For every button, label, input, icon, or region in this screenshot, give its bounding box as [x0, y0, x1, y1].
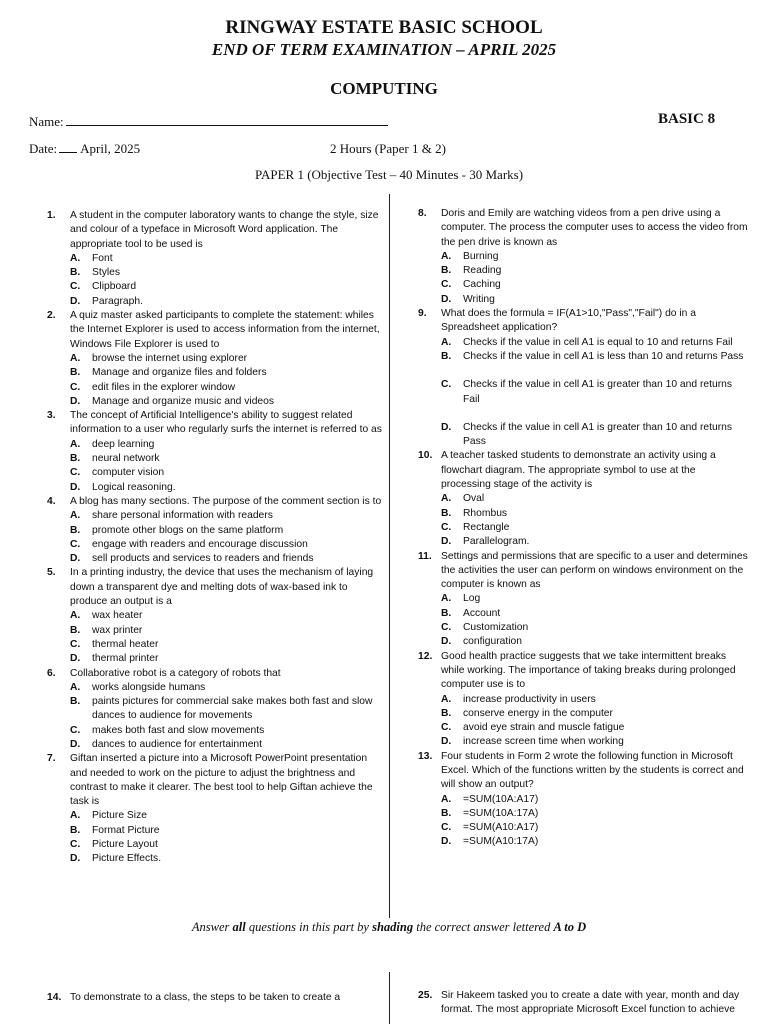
option-text: =SUM(A10:17A): [463, 836, 539, 848]
question-stem: Four students in Form 2 wrote the following function in Microsoft Excel. Which of the functions written by the students is correct and will show an output?: [441, 750, 744, 791]
date-value: April, 2025: [80, 141, 141, 156]
school-name: RINGWAY ESTATE BASIC SCHOOL: [225, 17, 543, 38]
answer-option: [47, 295, 387, 309]
option-letter: D.: [441, 636, 452, 648]
option-letter: A.: [441, 793, 452, 805]
option-text: sell products and services to readers and friends: [92, 553, 314, 565]
option-text: Oval: [463, 493, 485, 505]
option-letter: B.: [441, 265, 452, 277]
option-letter: D.: [441, 736, 452, 748]
option-text: edit files in the explorer window: [92, 381, 236, 393]
exam-duration: 2 Hours (Paper 1 & 2): [330, 141, 446, 156]
option-text: Picture Effects.: [92, 853, 162, 865]
option-text: browse the internet using explorer: [92, 352, 248, 364]
answer-option: [418, 592, 748, 606]
answer-option: [418, 521, 748, 535]
answer-option: [418, 721, 748, 735]
question-stem: Good health practice suggests that we take intermittent breaks while working. The importance of taking breaks during prolonged computer use is to: [441, 650, 736, 691]
answer-option: [47, 695, 387, 724]
instruction-part-2: questions in this part by: [245, 920, 373, 934]
option-text: increase screen time when working: [463, 736, 624, 748]
answer-option: [47, 395, 387, 409]
option-letter: C.: [70, 281, 81, 293]
question-stem: A teacher tasked students to demonstrate an activity using a flowchart diagram. The appropriate symbol to use at the processing stage of the activity is: [441, 450, 716, 491]
question-number: 5.: [47, 567, 56, 579]
answer-option: [47, 652, 387, 666]
question-item: [47, 409, 387, 438]
answer-option: [418, 507, 748, 521]
option-text: share personal information with readers: [92, 510, 273, 522]
question-stem: Giftan inserted a picture into a Microsoft PowerPoint presentation and needed to work on the picture to adjust the brightness and contrast to make it clearer. The best tool to help Giftan achieve the task is: [70, 753, 373, 808]
option-letter: A.: [441, 336, 452, 348]
option-text: Checks if the value in cell A1 is greater than 10 and returns Fail: [463, 379, 733, 405]
column-divider: [389, 194, 390, 918]
question-number: 7.: [47, 753, 56, 765]
option-letter: B.: [70, 696, 81, 708]
option-text: Logical reasoning.: [92, 481, 176, 493]
date-blank-line: [59, 141, 77, 153]
option-text: makes both fast and slow movements: [92, 724, 265, 736]
option-letter: B.: [441, 807, 452, 819]
question-stem: The concept of Artificial Intelligence's ability to suggest related information to a user who regularly surfs the internet is referred to as: [70, 410, 382, 436]
option-letter: A.: [441, 693, 452, 705]
option-text: Paragraph.: [92, 295, 143, 307]
question-stem: A student in the computer laboratory wants to change the style, size and colour of a typeface in Microsoft Word application. The appropriate tool to be used is: [70, 210, 379, 250]
answer-option: [47, 381, 387, 395]
question-item: [418, 449, 748, 492]
paper-description: PAPER 1 (Objective Test – 40 Minutes - 30 Marks): [254, 167, 524, 182]
option-letter: D.: [70, 853, 81, 865]
option-letter: C.: [441, 722, 452, 734]
answer-option: [47, 509, 387, 523]
instruction-emphasis-shading: shading: [372, 920, 414, 934]
option-letter: D.: [441, 421, 452, 433]
answer-option: [418, 735, 748, 749]
question-item: [418, 207, 748, 250]
question-stem: To demonstrate to a class, the steps to be taken to create a: [70, 992, 341, 1003]
option-text: thermal printer: [92, 653, 159, 665]
option-text: works alongside humans: [92, 681, 206, 693]
option-letter: C.: [70, 724, 81, 736]
answer-option: [418, 793, 748, 807]
question-stem: Doris and Emily are watching videos from a pen drive using a computer. The process the computer uses to access the video from the pen drive is known as: [441, 208, 748, 248]
option-letter: B.: [70, 267, 81, 279]
question-stem: What does the formula = IF(A1>10,"Pass","Fail") do in a Spreadsheet application?: [441, 308, 696, 334]
question-number: 3.: [47, 410, 56, 422]
answer-option: [418, 293, 748, 307]
instruction-part-1: Answer: [191, 920, 233, 934]
answer-option: [47, 524, 387, 538]
option-text: Writing: [463, 293, 495, 305]
answer-option: [47, 538, 387, 552]
answer-option: [418, 378, 748, 407]
answer-option: [47, 352, 387, 366]
option-letter: B.: [70, 824, 81, 836]
question-stem: A quiz master asked participants to complete the statement: whiles the Internet Explorer is used to access information from the internet, Windows File Explorer is used to: [70, 310, 380, 350]
option-text: deep learning: [92, 438, 155, 450]
option-letter: D.: [70, 481, 81, 493]
question-number: 10.: [418, 450, 433, 462]
option-letter: C.: [70, 538, 81, 550]
answer-option: [47, 838, 387, 852]
answer-option: [418, 821, 748, 835]
exam-title: END OF TERM EXAMINATION – APRIL 2025: [211, 40, 557, 59]
question-item: [418, 307, 748, 336]
question-number: 8.: [418, 208, 427, 219]
answer-option: [47, 366, 387, 380]
option-letter: B.: [70, 453, 81, 465]
option-text: Rectangle: [463, 521, 510, 533]
answer-option: [47, 452, 387, 466]
option-text: Burning: [463, 250, 499, 262]
question-item: [47, 495, 387, 509]
question-item: [47, 566, 387, 609]
instruction-emphasis-all: all: [232, 920, 246, 934]
option-letter: C.: [70, 467, 81, 479]
option-text: wax printer: [92, 624, 143, 636]
question-number: 14.: [47, 992, 62, 1003]
answer-option: [47, 852, 387, 866]
answer-option: [47, 809, 387, 823]
option-text: Picture Layout: [92, 839, 158, 851]
option-letter: A.: [70, 810, 81, 822]
option-letter: A.: [70, 610, 81, 622]
answer-option: [418, 492, 748, 506]
option-letter: A.: [70, 438, 81, 450]
option-letter: B.: [441, 707, 452, 719]
option-text: =SUM(A10:A17): [463, 822, 539, 834]
answer-option: [47, 481, 387, 495]
option-letter: C.: [441, 822, 452, 834]
question-item: [418, 650, 748, 693]
option-text: Log: [463, 593, 481, 605]
option-text: Checks if the value in cell A1 is less than 10 and returns Pass: [463, 350, 744, 362]
date-field: [29, 141, 140, 157]
instruction-text: [0, 920, 768, 935]
answer-option: [47, 681, 387, 695]
answer-option: [47, 252, 387, 266]
name-label: Name:: [29, 114, 64, 129]
answer-option: [418, 278, 748, 292]
question-number: 9.: [418, 308, 427, 320]
question-number: 13.: [418, 750, 433, 762]
option-letter: D.: [441, 836, 452, 848]
option-letter: D.: [70, 553, 81, 565]
option-letter: A.: [70, 352, 81, 364]
answer-option: [47, 266, 387, 280]
option-text: Checks if the value in cell A1 is greater than 10 and returns Pass: [463, 421, 733, 448]
question-item: [47, 209, 387, 252]
option-text: Customization: [463, 622, 529, 634]
question-item: [47, 309, 387, 352]
name-field: [29, 113, 388, 130]
option-text: thermal heater: [92, 638, 159, 650]
option-text: Manage and organize music and videos: [92, 395, 275, 407]
answer-option: [47, 466, 387, 480]
option-letter: D.: [70, 653, 81, 665]
option-text: conserve energy in the computer: [463, 707, 613, 719]
option-letter: B.: [70, 524, 81, 536]
question-number: 1.: [47, 210, 56, 221]
option-letter: A.: [441, 593, 452, 605]
option-text: promote other blogs on the same platform: [92, 524, 284, 536]
option-text: dances to audience for entertainment: [92, 738, 263, 750]
option-text: Caching: [463, 279, 501, 291]
answer-option: [47, 552, 387, 566]
answer-option: [47, 738, 387, 752]
option-letter: B.: [70, 624, 81, 636]
answer-option: [47, 624, 387, 638]
answer-option: [418, 336, 748, 350]
question-number: 11.: [418, 550, 432, 562]
answer-option: [47, 280, 387, 294]
option-text: Clipboard: [92, 281, 137, 293]
questions-right-column: [418, 207, 748, 850]
option-letter: D.: [70, 295, 81, 307]
answer-option: [418, 250, 748, 264]
instruction-emphasis-letters: A to D: [553, 920, 587, 934]
option-letter: A.: [70, 681, 81, 693]
option-letter: C.: [441, 622, 452, 634]
option-letter: D.: [441, 536, 452, 548]
answer-option: [418, 621, 748, 635]
question-item: [418, 550, 748, 593]
answer-option: [47, 824, 387, 838]
answer-option: [418, 607, 748, 621]
question-item: [47, 752, 387, 809]
option-letter: B.: [441, 350, 452, 362]
option-letter: C.: [441, 379, 452, 391]
option-letter: B.: [441, 607, 452, 619]
option-text: Format Picture: [92, 824, 160, 836]
option-text: paints pictures for commercial sake makes both fast and slow dances to audience for movements: [92, 696, 373, 722]
option-letter: D.: [70, 738, 81, 750]
question-stem: Collaborative robot is a category of robots that: [70, 667, 281, 679]
option-text: wax heater: [92, 610, 143, 622]
answer-option: [418, 264, 748, 278]
option-text: Rhombus: [463, 507, 508, 519]
answer-option: [418, 693, 748, 707]
option-text: configuration: [463, 636, 522, 648]
option-text: engage with readers and encourage discussion: [92, 538, 308, 550]
subject-title: COMPUTING: [330, 79, 438, 98]
date-label: Date:: [29, 141, 58, 156]
option-text: avoid eye strain and muscle fatigue: [463, 722, 625, 734]
question-25: [418, 989, 768, 1018]
question-stem: Sir Hakeem tasked you to create a date with year, month and day format. The most appropriate Microsoft Excel function to achieve: [441, 990, 740, 1016]
question-stem: In a printing industry, the device that uses the mechanism of laying down a transparent dye and melting dots of wax-based ink to produce an output is a: [70, 567, 374, 608]
option-text: Account: [463, 607, 501, 619]
option-text: increase productivity in users: [463, 693, 596, 705]
option-text: Parallelogram.: [463, 536, 530, 548]
option-letter: A.: [70, 252, 81, 264]
question-14: [47, 991, 400, 1005]
answer-option: [418, 707, 748, 721]
option-letter: A.: [70, 510, 81, 522]
class-label: BASIC 8: [658, 111, 716, 127]
option-text: Reading: [463, 265, 502, 277]
instruction-part-3: the correct answer lettered: [413, 920, 554, 934]
question-item: [418, 750, 748, 793]
option-text: Styles: [92, 267, 121, 279]
option-letter: D.: [70, 395, 81, 407]
option-letter: B.: [70, 367, 81, 379]
option-text: Checks if the value in cell A1 is equal to 10 and returns Fail: [463, 336, 733, 348]
option-text: =SUM(10A:17A): [463, 807, 539, 819]
answer-option: [47, 438, 387, 452]
question-number: 12.: [418, 650, 433, 662]
answer-option: [418, 807, 748, 821]
option-letter: B.: [441, 507, 452, 519]
option-letter: D.: [441, 293, 452, 305]
option-letter: C.: [70, 381, 81, 393]
option-text: Picture Size: [92, 810, 147, 822]
option-text: =SUM(10A:A17): [463, 793, 539, 805]
answer-option: [418, 535, 748, 549]
answer-option: [418, 835, 748, 849]
question-number: 2.: [47, 310, 56, 322]
option-text: Font: [92, 252, 113, 264]
answer-option: [47, 638, 387, 652]
option-text: computer vision: [92, 467, 165, 479]
questions-left-column: [47, 209, 387, 867]
question-number: 25.: [418, 990, 433, 1001]
answer-option: [47, 609, 387, 623]
option-text: neural network: [92, 453, 160, 465]
question-number: 4.: [47, 495, 56, 507]
option-letter: C.: [70, 839, 81, 851]
question-item: [47, 667, 387, 681]
option-text: Manage and organize files and folders: [92, 367, 267, 379]
question-number: 6.: [47, 667, 56, 679]
option-letter: C.: [70, 638, 81, 650]
answer-option: [418, 421, 748, 450]
option-letter: C.: [441, 279, 452, 291]
answer-option: [418, 635, 748, 649]
question-stem: A blog has many sections. The purpose of the comment section is to: [70, 495, 382, 507]
option-letter: A.: [441, 250, 452, 262]
answer-option: [47, 724, 387, 738]
name-blank-line: [66, 113, 388, 126]
answer-option: [418, 350, 748, 364]
option-letter: A.: [441, 493, 452, 505]
question-stem: Settings and permissions that are specific to a user and determines the activities the user can perform on windows environment on the computer is known as: [441, 550, 748, 591]
option-letter: C.: [441, 521, 452, 533]
